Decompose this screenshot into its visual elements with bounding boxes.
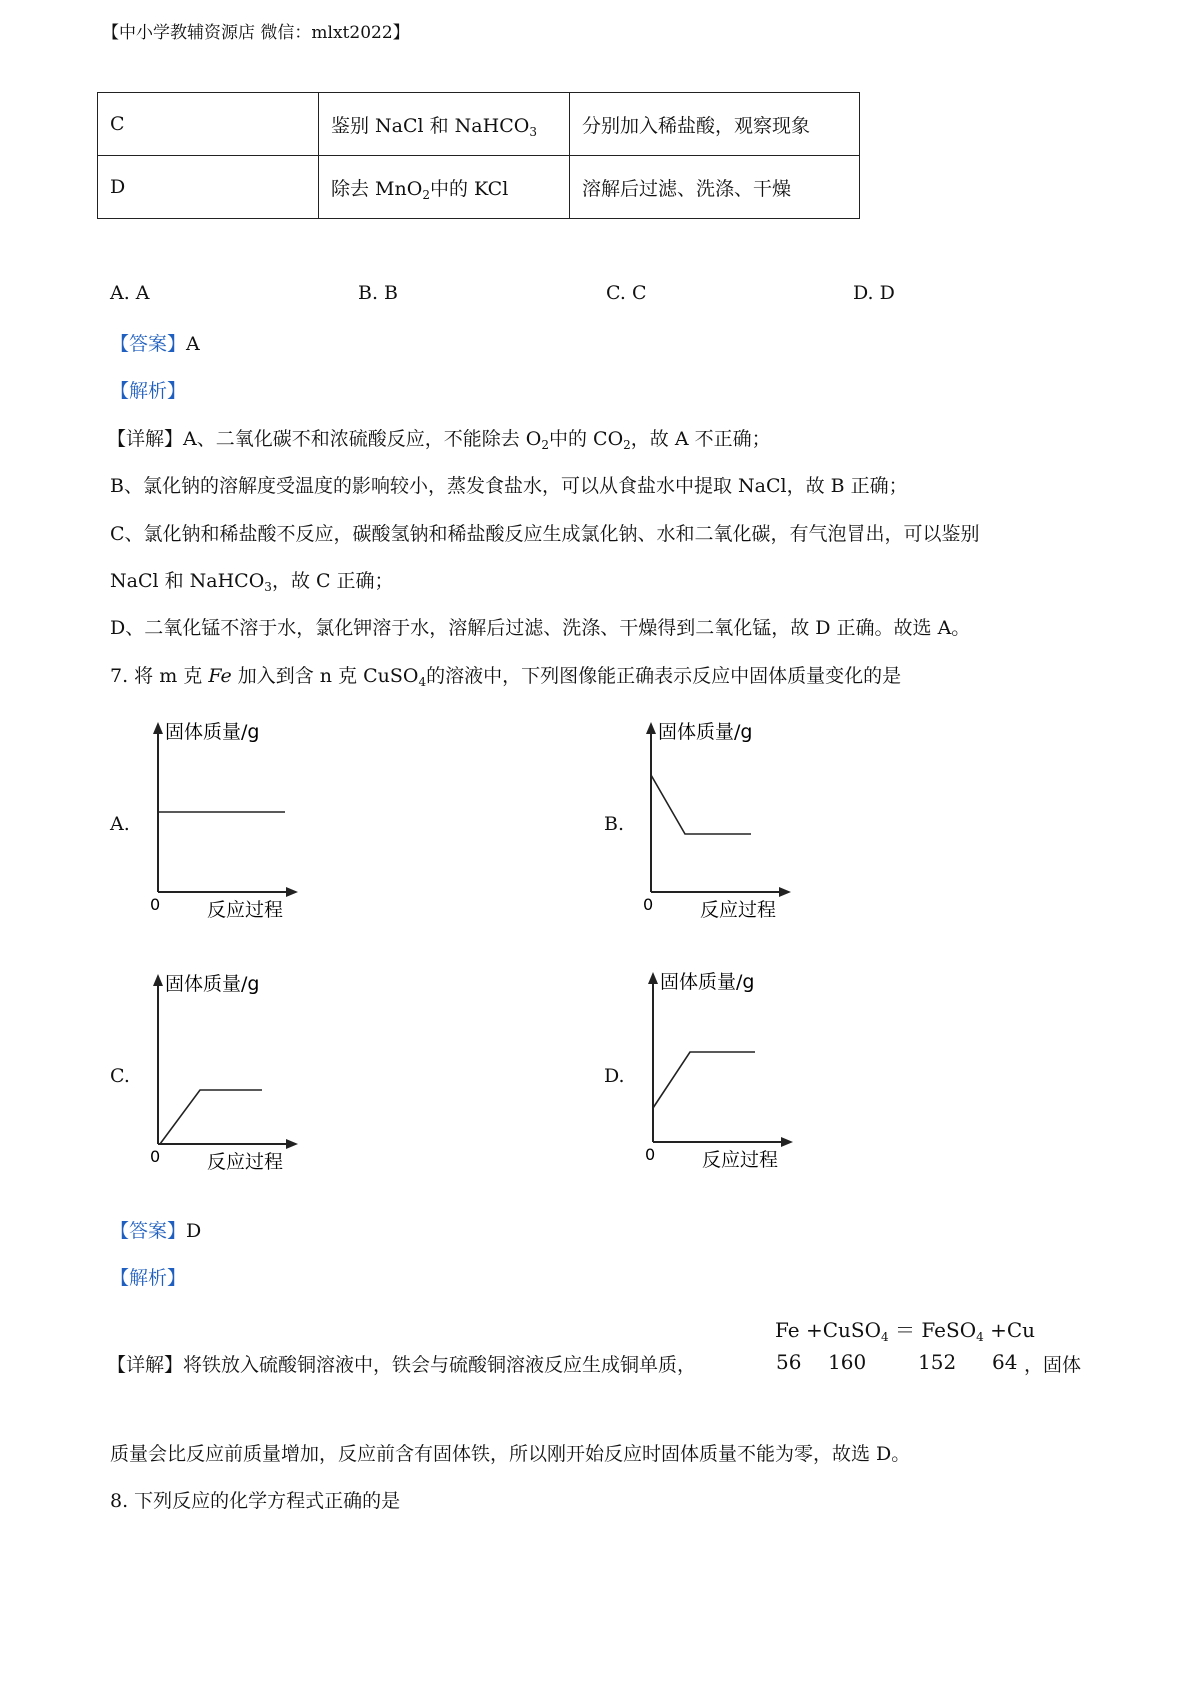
detail-7-line-1: 【详解】将铁放入硫酸铜溶液中，铁会与硫酸铜溶液反应生成铜单质， bbox=[107, 1354, 697, 1376]
molar-mass-cu: 64 bbox=[992, 1350, 1018, 1374]
answer-line-7 bbox=[110, 1216, 201, 1243]
detail-7-trail: ，固体 bbox=[1024, 1354, 1082, 1376]
graph-a-ylabel: 固体质量/g bbox=[165, 721, 260, 743]
graph-d-xlabel: 反应过程 bbox=[702, 1149, 779, 1171]
detail-line-1: 【详解】A、二氧化碳不和浓硫酸反应，不能除去 $O_2$中的 $CO_2$，故 A 不正确； bbox=[107, 428, 771, 452]
answer-value: A bbox=[186, 333, 200, 355]
answer-tag: 【答案】 bbox=[110, 1220, 187, 1242]
detail-7-line-2: 质量会比反应前质量增加，反应前含有固体铁，所以刚开始反应时固体质量不能为零，故选 D。 bbox=[110, 1443, 911, 1465]
detail-line-2: B、氯化钠的溶解度受温度的影响较小，蒸发食盐水，可以从食盐水中提取 NaCl，故 B 正确； bbox=[110, 475, 908, 497]
molar-mass-fe: 56 bbox=[776, 1350, 802, 1374]
graph-c-option: C. bbox=[110, 1065, 130, 1087]
table-row bbox=[98, 156, 860, 219]
graph-b-ylabel: 固体质量/g bbox=[658, 721, 753, 743]
table-cell: 分别加入稀盐酸，观察现象 bbox=[570, 93, 860, 156]
answer-value: D bbox=[186, 1220, 202, 1242]
graph-d-option: D. bbox=[604, 1065, 625, 1087]
choice-d: D. D bbox=[853, 282, 895, 304]
detail-line-5: D、二氧化锰不溶于水，氯化钾溶于水，溶解后过滤、洗涤、干燥得到二氧化锰，故 D 正确。故选 A。 bbox=[110, 617, 971, 639]
chemical-equation: Fe +CuSO$_4$ ＝ FeSO$_4$ +Cu bbox=[775, 1318, 1036, 1344]
detail-line-3: C、氯化钠和稀盐酸不反应，碳酸氢钠和稀盐酸反应生成氯化钠、水和二氧化碳，有气泡冒出，可以鉴别 bbox=[110, 523, 980, 545]
graph-a-xlabel: 反应过程 bbox=[207, 899, 284, 921]
options-table bbox=[97, 92, 860, 219]
analysis-tag-7: 【解析】 bbox=[110, 1267, 187, 1289]
graph-c-origin: 0 bbox=[150, 1147, 161, 1166]
graph-b-option: B. bbox=[604, 813, 625, 835]
detail-line-4: NaCl 和 NaHCO$_3$，故 C 正确； bbox=[110, 570, 394, 594]
table-cell: 溶解后过滤、洗涤、干燥 bbox=[570, 156, 860, 219]
molar-mass-cuso4: 160 bbox=[828, 1350, 867, 1374]
table-cell: D bbox=[98, 156, 319, 219]
graph-c-ylabel: 固体质量/g bbox=[165, 973, 260, 995]
table-cell: 鉴别 NaCl 和 NaHCO$_3$ bbox=[319, 93, 570, 156]
graph-a-option: A. bbox=[110, 813, 130, 835]
table-row bbox=[98, 93, 860, 156]
choice-c: C. C bbox=[606, 282, 647, 304]
table-cell: 除去 MnO$_2$中的 KCl bbox=[319, 156, 570, 219]
question-8-stem: 8. 下列反应的化学方程式正确的是 bbox=[110, 1490, 401, 1512]
choice-b: B. B bbox=[358, 282, 399, 304]
graph-a-origin: 0 bbox=[150, 895, 161, 914]
graph-a bbox=[140, 720, 320, 930]
graph-b-origin: 0 bbox=[643, 895, 654, 914]
graph-b bbox=[633, 720, 813, 930]
graph-d-ylabel: 固体质量/g bbox=[660, 971, 755, 993]
question-7-stem: 7. 将 m 克 Fe 加入到含 n 克 CuSO$_4$的溶液中，下列图像能正确表示反应中固体质量变化的是 bbox=[110, 665, 902, 689]
molar-mass-feso4: 152 bbox=[918, 1350, 957, 1374]
graph-d bbox=[635, 970, 815, 1180]
choice-a: A. A bbox=[110, 282, 150, 304]
graph-b-xlabel: 反应过程 bbox=[700, 899, 777, 921]
graph-c-xlabel: 反应过程 bbox=[207, 1151, 284, 1173]
graph-d-curve bbox=[653, 1052, 755, 1108]
graph-b-curve bbox=[651, 775, 751, 834]
page-header: 【中小学教辅资源店 微信：mlxt2022】 bbox=[102, 23, 410, 43]
answer-line bbox=[110, 329, 200, 356]
graph-c bbox=[140, 972, 320, 1182]
graph-c-curve bbox=[160, 1090, 262, 1144]
answer-tag: 【答案】 bbox=[110, 333, 187, 355]
analysis-tag: 【解析】 bbox=[110, 380, 187, 402]
table-cell: C bbox=[98, 93, 319, 156]
graph-d-origin: 0 bbox=[645, 1145, 656, 1164]
